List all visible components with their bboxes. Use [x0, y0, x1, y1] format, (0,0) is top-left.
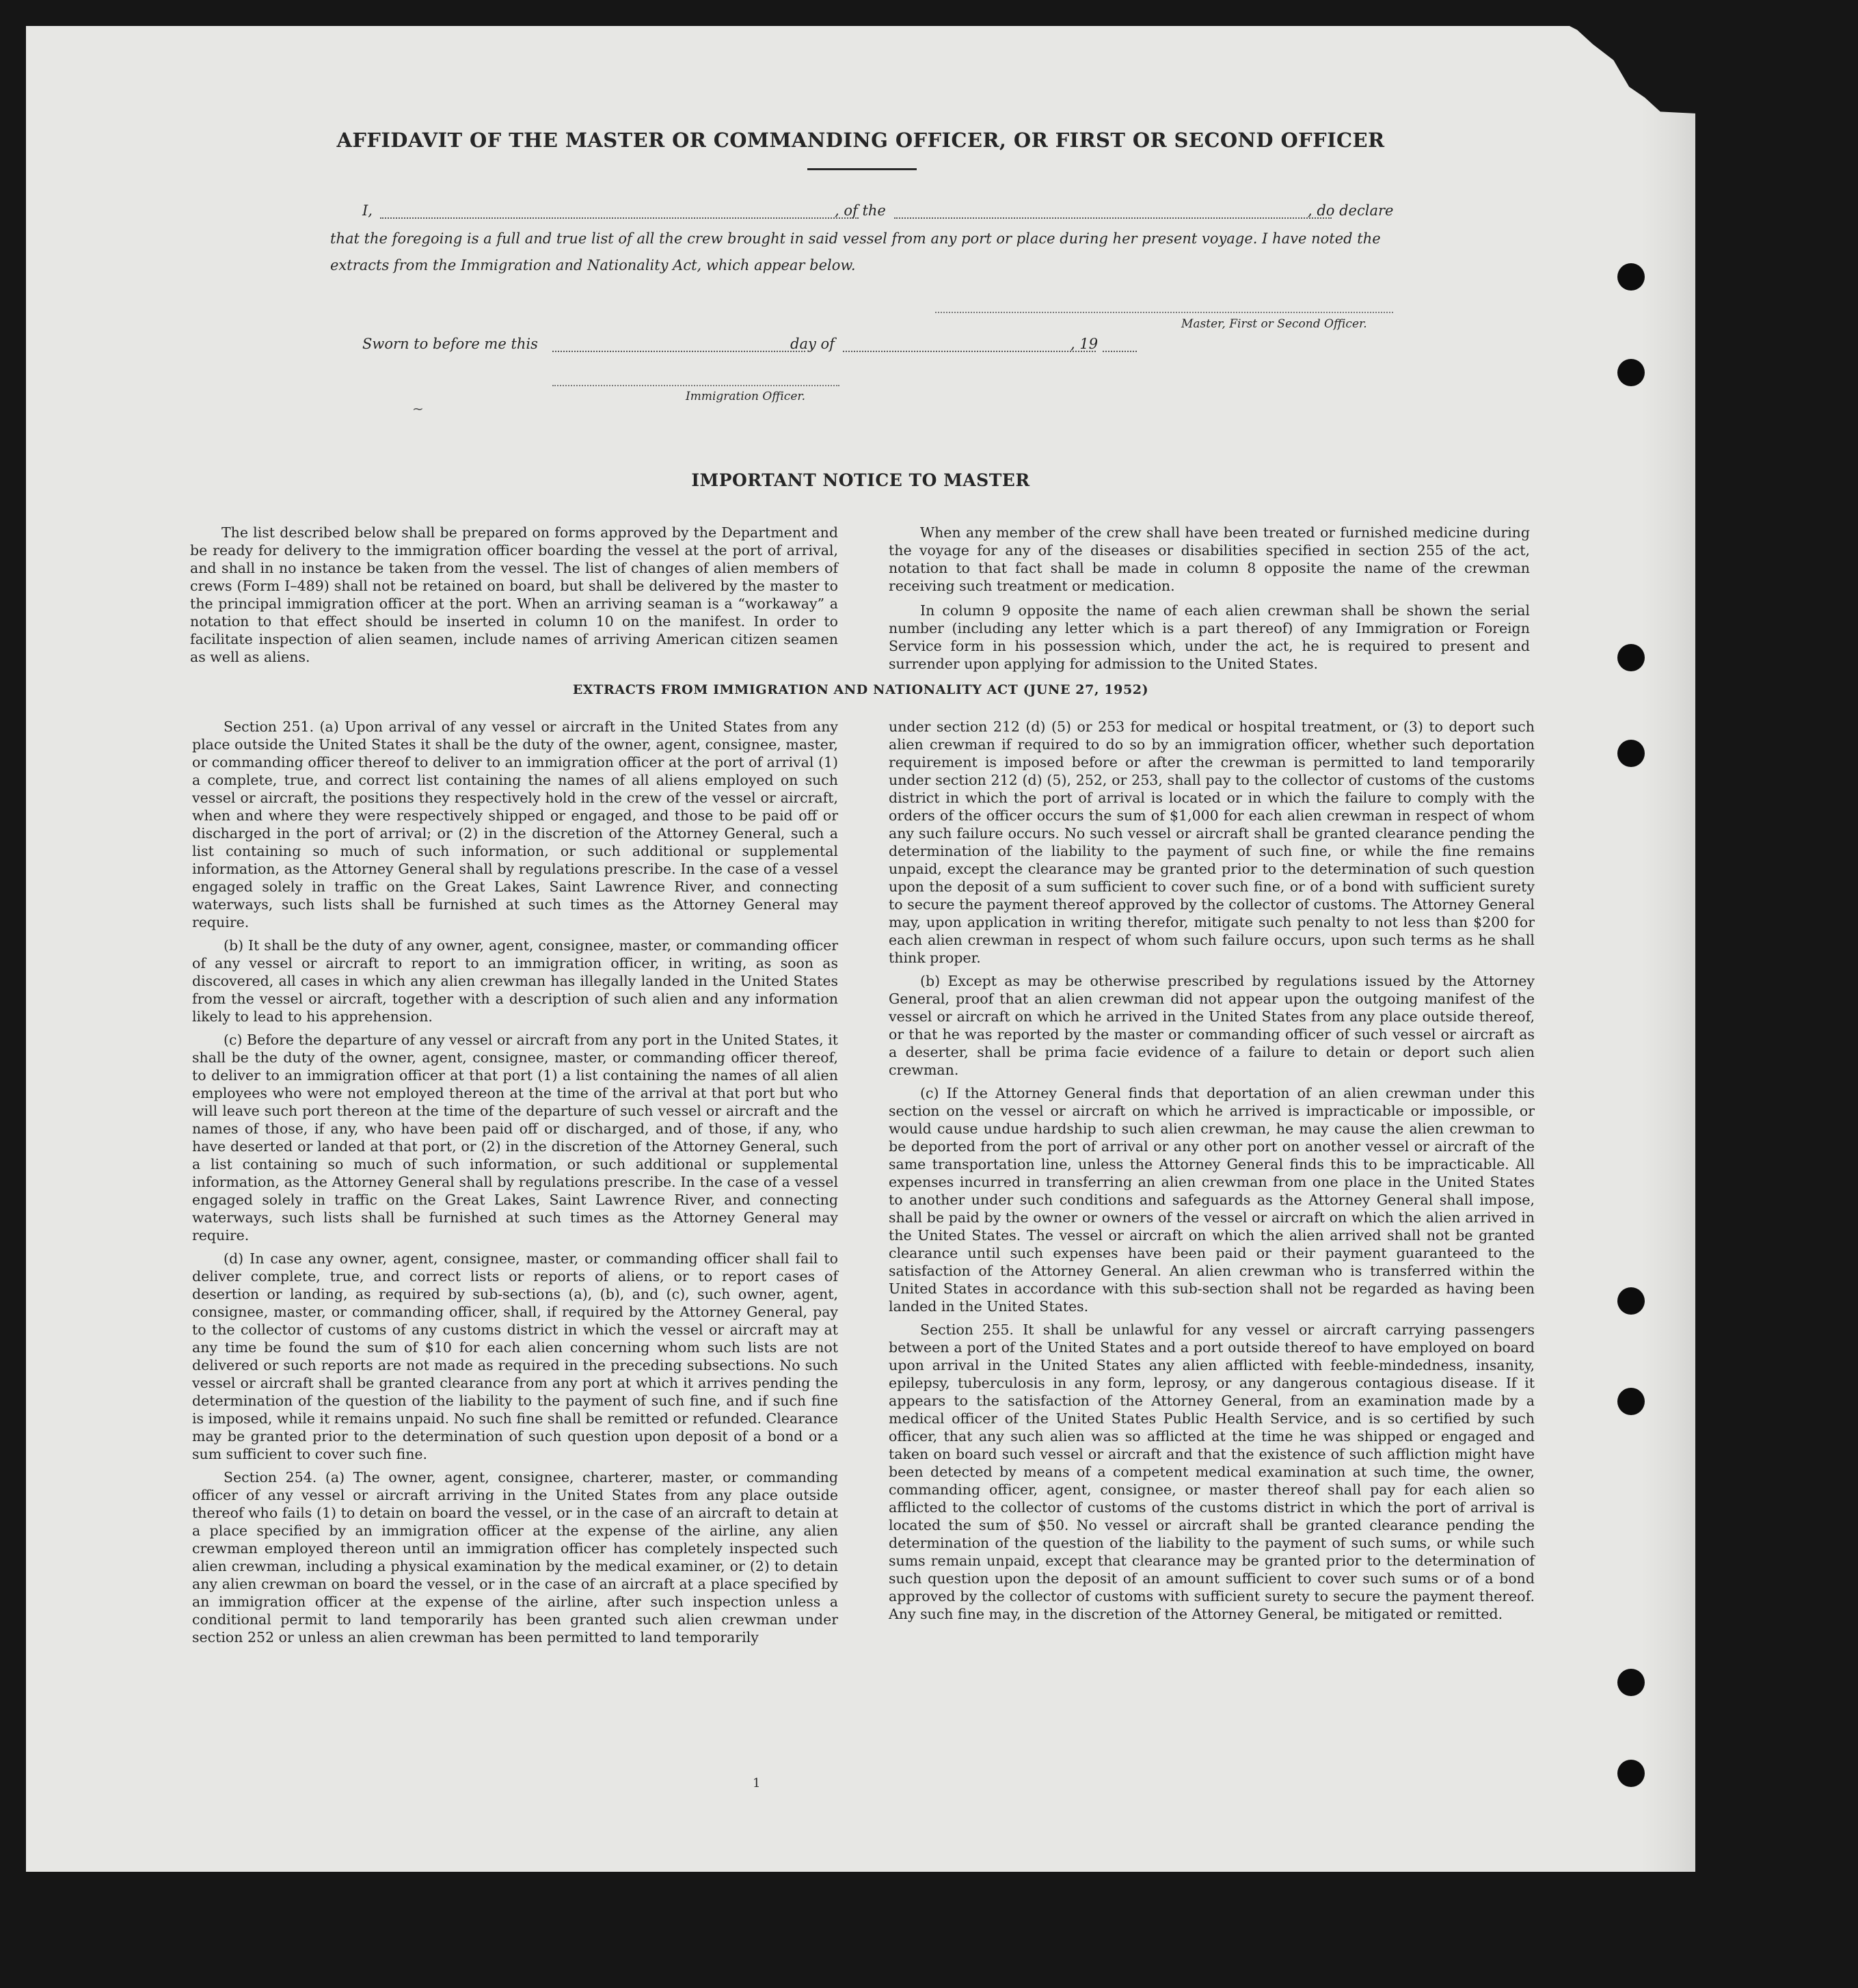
sworn-label: Sworn to before me this: [362, 336, 538, 352]
section-251-d: (d) In case any owner, agent, consignee, master, or commanding officer shall fail to deliver complete, true, and correct lists or reports of aliens, or to report cases of desertion or landing, as required by sub-sections (a), (b), and (c), such owner, agent, consignee, master, or commanding officer, shall, if required by the Attorney General, pay to the collector of customs of any customs district in which the vessel or aircraft may at any time be found the sum of $10 for each alien concerning whom such lists are not delivered or such reports are not made as required in the preceding subsections. No such vessel or aircraft shall be granted clearance from any port at which it arrives pending the determination of the question of the liability to the payment of such fine, and if such fine is imposed, while it remains unpaid. No such fine shall be remitted or refunded. Clearance may be granted prior to the determination of such question upon deposit of a bond or a sum sufficient to cover such fine.: [192, 1250, 838, 1462]
section-251-c: (c) Before the departure of any vessel or aircraft from any port in the United States, it shall be the duty of the owner, agent, consignee, master, or commanding officer thereof, to deliver to an immigration officer at that port (1) a list containing the names of all alien employees who were not employed thereon at the time of the arrival at that port but who will leave such port thereon at the time of the departure of such vessel or aircraft and the names of those, if any, who have been paid off or discharged, and of those, if any, who have deserted or landed at that port, or (2) in the discretion of the Attorney General, such a list containing so much of such information, or such additional or supplemental information, as the Attorney General shall by regulations prescribe. In the case of a vessel engaged solely in traffic on the Great Lakes, Saint Lawrence River, and connecting waterways, such lists shall be furnished at such times as the Attorney General may require.: [192, 1032, 838, 1244]
section-255: Section 255. It shall be unlawful for any vessel or aircraft carrying passengers between a port of the United States and a port outside thereof to have employed on board upon arrival in the United States any alien afflicted with feeble-mindedness, insanity, epilepsy, tuberculosis in any form, leprosy, or any dangerous contagious disease. If it appears to the satisfaction of the Attorney General, from an examination made by a medical officer of the United States Public Health Service, and is so certified by such officer, that any such alien was so afflicted at the time he was shipped or engaged and taken on board such vessel or aircraft and that the existence of such affliction might have been detected by means of a competent medical examination at such time, the owner, commanding officer, agent, consignee, or master thereof shall pay for each alien so afflicted to the collector of customs of the customs district in which the port of arrival is located the sum of $50. No vessel or aircraft shall be granted clearance pending the determination of the question of the liability to the payment of such sums, or while such sums remain unpaid, except that clearance may be granted prior to the determination of such question upon the deposit of an amount sufficient to cover such sums or of a bond approved by the collector of customs with sufficient surety to secure the payment thereof. Any such fine may, in the discretion of the Attorney General, be mitigated or remitted.: [889, 1321, 1535, 1622]
section-254-b: (b) Except as may be otherwise prescribed by regulations issued by the Attorney General, proof that an alien crewman did not appear upon the outgoing manifest of the vessel or aircraft on which he arrived in the United States from any place outside thereof, or that he was reported by the master or commanding officer of such vessel or aircraft as a deserter, shall be prima facie evidence of a failure to detain or deport such alien crewman.: [889, 973, 1535, 1078]
binder-hole: [1617, 1760, 1645, 1787]
binder-hole: [1617, 1669, 1645, 1696]
binder-hole: [1617, 740, 1645, 767]
year-label: , 19: [1071, 336, 1099, 352]
sworn-month-blank[interactable]: [843, 351, 1096, 352]
notice-left-column: [190, 524, 838, 673]
immigration-officer-label: Immigration Officer.: [686, 390, 806, 403]
notice-right-paragraph: When any member of the crew shall have been treated or furnished medicine during the voyage for any of the diseases or disabilities specified in section 255 of the act, notation to that fact shall be made in column 8 opposite the name of the crewman receiving such treatment or medication.: [889, 524, 1530, 594]
name-blank[interactable]: [380, 217, 859, 219]
affidavit-declare-label: , do declare: [1308, 202, 1394, 219]
notice-title: IMPORTANT NOTICE TO MASTER: [691, 470, 1030, 490]
notice-right-column: [889, 524, 1530, 680]
immigration-officer-signature-line[interactable]: [552, 385, 839, 386]
binder-hole: [1617, 644, 1645, 671]
section-254-c: (c) If the Attorney General finds that deportation of an alien crewman under this section on the vessel or aircraft on which he arrived is impracticable or impossible, or would cause undue hardship to such alien crewman, he may cause the alien crewman to be deported from the port of arrival or any other port on another vessel or aircraft of the same transportation line, unless the Attorney General finds this to be impracticable. All expenses incurred in transferring an alien crewman from one place in the United States to another under such conditions and safeguards as the Attorney General shall impose, shall be paid by the owner or owners of the vessel or aircraft on which the alien arrived in the United States. The vessel or aircraft on which the alien arrived shall not be granted clearance until such expenses have been paid or their payment guaranteed to the satisfaction of the Attorney General. An alien crewman who is transferred within the United States in accordance with this sub-section shall not be regarded as having been landed in the United States.: [889, 1085, 1535, 1315]
page-number: 1: [753, 1776, 761, 1790]
affidavit-title: AFFIDAVIT OF THE MASTER OR COMMANDING OFFICER, OR FIRST OR SECOND OFFICER: [336, 129, 1385, 152]
affidavit-declaration: that the foregoing is a full and true list of all the crew brought in said vessel from any port or place during her present voyage. I have noted the extracts from the Immigration and Nationality Act, which appear below.: [330, 230, 1381, 273]
sworn-day-blank[interactable]: [552, 351, 805, 352]
binder-hole: [1617, 1388, 1645, 1415]
scan-shading: [1641, 26, 1695, 1872]
section-251-a: Section 251. (a) Upon arrival of any vessel or aircraft in the United States from any place outside the United States it shall be the duty of the owner, agent, consignee, master, or commanding officer thereof to deliver to an immigration officer at the port of arrival (1) a complete, true, and correct list containing the names of all aliens employed on such vessel or aircraft, the positions they respectively hold in the crew of the vessel or aircraft, when and where they were respectively shipped or engaged, and those to be paid off or discharged in the port of arrival; or (2) in the discretion of the Attorney General, such a list containing so much of such information, or such additional or supplemental information, as the Attorney General shall by regulations prescribe. In the case of a vessel engaged solely in traffic on the Great Lakes, Saint Lawrence River, and connecting waterways, such lists shall be furnished at such times as the Attorney General may require.: [192, 718, 838, 930]
day-of-label: day of: [790, 336, 835, 352]
binder-hole: [1617, 1287, 1645, 1315]
binder-hole: [1617, 359, 1645, 386]
notice-right-paragraph: In column 9 opposite the name of each alien crewman shall be shown the serial number (including any letter which is a part thereof) of any Immigration or Foreign Service form in his possession which, under the act, he is required to present and surrender upon applying for admission to the United States.: [889, 602, 1530, 672]
notice-left-paragraph: The list described below shall be prepared on forms approved by the Department and be ready for delivery to the immigration officer boarding the vessel at the port of arrival, and shall in no instance be taken from the vessel. The list of changes of alien members of crews (Form I–489) shall not be retained on board, but shall be delivered by the master to the principal immigration officer at the port. When an arriving seaman is a “workaway” a notation to that effect should be inserted in column 10 on the manifest. In order to facilitate inspection of alien seamen, include names of arriving American citizen seamen as well as aliens.: [190, 524, 838, 665]
extracts-title: EXTRACTS FROM IMMIGRATION AND NATIONALITY ACT (JUNE 27, 1952): [572, 682, 1149, 697]
handwritten-mark: ~: [412, 401, 424, 417]
section-251-b: (b) It shall be the duty of any owner, agent, consignee, master, or commanding officer of any vessel or aircraft to report to an immigration officer, in writing, as soon as discovered, all cases in which any alien crewman has illegally landed in the United States from the vessel or aircraft, together with a description of such alien and any information likely to lead to his apprehension.: [192, 937, 838, 1025]
extracts-right-column: [889, 718, 1535, 1628]
binder-hole: [1617, 263, 1645, 291]
affidavit-i-label: I,: [362, 202, 373, 219]
vessel-blank[interactable]: [894, 217, 1332, 219]
title-divider: [807, 168, 917, 170]
extracts-left-column: [192, 718, 838, 1652]
year-blank[interactable]: [1103, 351, 1137, 352]
section-254-a-continued: under section 212 (d) (5) or 253 for medical or hospital treatment, or (3) to deport such alien crewman if required to do so by an immigration officer, whether such deportation requirement is imposed before or after the crewman is permitted to land temporarily under section 212 (d) (5), 252, or 253, shall pay to the collector of customs of the customs district in which the port of arrival is located or in which the failure to comply with the orders of the officer occurs the sum of $1,000 for each alien crewman in respect of whom any such failure occurs. No such vessel or aircraft shall be granted clearance pending the determination of the liability to the payment of such fine, or while the fine remains unpaid, except the clearance may be granted prior to the determination of such question upon the deposit of a sum sufficient to cover such fine, or of a bond with sufficient surety to secure the payment thereof approved by the collector of customs. The Attorney General may, upon application in writing therefor, mitigate such penalty to not less than $200 for each alien crewman in respect of whom such failure occurs, upon such terms as he shall think proper.: [889, 718, 1535, 966]
section-254-a: Section 254. (a) The owner, agent, consignee, charterer, master, or commanding officer of any vessel or aircraft arriving in the United States from any place outside thereof who fails (1) to detain on board the vessel, or in the case of an aircraft to detain at a place specified by an immigration officer at the expense of the airline, any alien crewman employed thereon until an immigration officer has completely inspected such alien crewman, including a physical examination by the medical examiner, or (2) to detain any alien crewman on board the vessel, or in the case of an aircraft at a place specified by an immigration officer at the expense of the airline, after such inspection unless a conditional permit to land temporarily has been granted such alien crewman under section 252 or unless an alien crewman has been permitted to land temporarily: [192, 1469, 838, 1646]
document-page: [26, 26, 1695, 1872]
master-signature-line[interactable]: [935, 312, 1393, 313]
affidavit-of-the-label: , of the: [835, 202, 886, 219]
master-signature-label: Master, First or Second Officer.: [1181, 317, 1367, 331]
